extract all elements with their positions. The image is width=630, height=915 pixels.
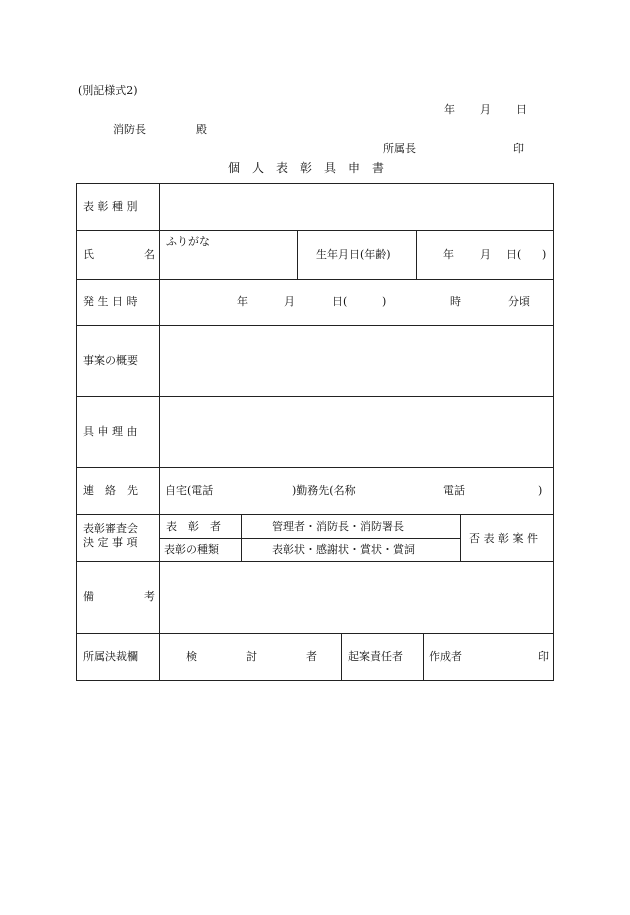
work-phone-label: 電話 — [443, 484, 465, 497]
row-divider — [76, 561, 554, 562]
row-divider — [76, 514, 554, 515]
author-label: 作成者 — [429, 650, 462, 663]
row-divider — [160, 538, 461, 539]
award-kind-label: 表彰の種類 — [164, 543, 219, 556]
remarks-field[interactable] — [162, 564, 550, 630]
row-divider — [76, 325, 554, 326]
summary-label: 事案の概要 — [83, 354, 138, 367]
row-divider — [76, 396, 554, 397]
award-type-field[interactable] — [162, 186, 550, 227]
name-field[interactable] — [162, 233, 294, 276]
rejected-case-label: 否 表 彰 案 件 — [469, 532, 538, 545]
drafter-label: 起案責任者 — [348, 650, 403, 663]
row-divider — [76, 230, 554, 231]
decision-label: 所属決裁欄 — [83, 650, 138, 663]
reviewer-label-3: 者 — [306, 650, 317, 663]
contact-label: 連 絡 先 — [83, 484, 138, 497]
birth-month-label: 月 — [480, 248, 491, 261]
document-title: 個 人 表 彰 具 申 書 — [228, 161, 385, 175]
author-seal: 印 — [538, 650, 549, 663]
remarks-label-2: 考 — [144, 590, 155, 603]
award-type-label: 表 彰 種 別 — [83, 200, 138, 213]
awarder-options[interactable]: 管理者・消防長・消防署長 — [272, 520, 404, 533]
column-divider — [460, 514, 461, 561]
committee-label-line1: 表彰審査会 — [83, 522, 138, 535]
column-divider — [241, 514, 242, 561]
work-close: ) — [538, 484, 543, 497]
birth-label: 生年月日(年齢) — [316, 248, 391, 261]
row-divider — [76, 279, 554, 280]
name-label: 氏 — [83, 248, 94, 261]
birth-day-label: 日( — [506, 248, 522, 261]
award-kind-options[interactable]: 表彰状・感謝状・賞状・賞詞 — [272, 543, 415, 556]
date-month-label: 月 — [480, 103, 491, 116]
applicant-title: 所属長 — [383, 142, 416, 155]
date-year-label: 年 — [444, 103, 455, 116]
reason-field[interactable] — [162, 399, 550, 464]
name-label-2: 名 — [144, 248, 155, 261]
birth-year-label: 年 — [443, 248, 454, 261]
date-day-label: 日 — [516, 103, 527, 116]
reviewer-label-1: 検 — [186, 650, 197, 663]
honorific: 殿 — [196, 123, 207, 136]
occurrence-day-label: 日( — [332, 295, 348, 308]
occurrence-hour-label: 時 — [450, 295, 461, 308]
remarks-label-1: 備 — [83, 590, 94, 603]
occurrence-year-label: 年 — [237, 295, 248, 308]
committee-label-line2: 決 定 事 項 — [83, 536, 138, 549]
form-number: (別記様式2) — [78, 84, 138, 97]
seal-mark: 印 — [513, 142, 524, 155]
column-divider — [159, 183, 160, 681]
column-divider — [423, 633, 424, 681]
occurrence-label: 発 生 日 時 — [83, 295, 138, 308]
work-name-label: )勤務先(名称 — [292, 484, 356, 497]
reviewer-label-2: 討 — [246, 650, 257, 663]
birth-close: ) — [542, 248, 547, 261]
summary-field[interactable] — [162, 328, 550, 393]
occurrence-month-label: 月 — [284, 295, 295, 308]
row-divider — [76, 633, 554, 634]
column-divider — [416, 230, 417, 279]
home-phone-label: 自宅(電話 — [165, 484, 214, 497]
occurrence-minute-label: 分頃 — [508, 295, 530, 308]
application-form-table — [76, 183, 554, 681]
row-divider — [76, 467, 554, 468]
addressee: 消防長 — [113, 123, 146, 136]
furigana-label: ふりがな — [166, 235, 210, 248]
occurrence-close: ) — [382, 295, 387, 308]
reason-label: 具 申 理 由 — [83, 425, 138, 438]
awarder-label: 表 彰 者 — [166, 520, 221, 533]
column-divider — [341, 633, 342, 681]
column-divider — [297, 230, 298, 279]
